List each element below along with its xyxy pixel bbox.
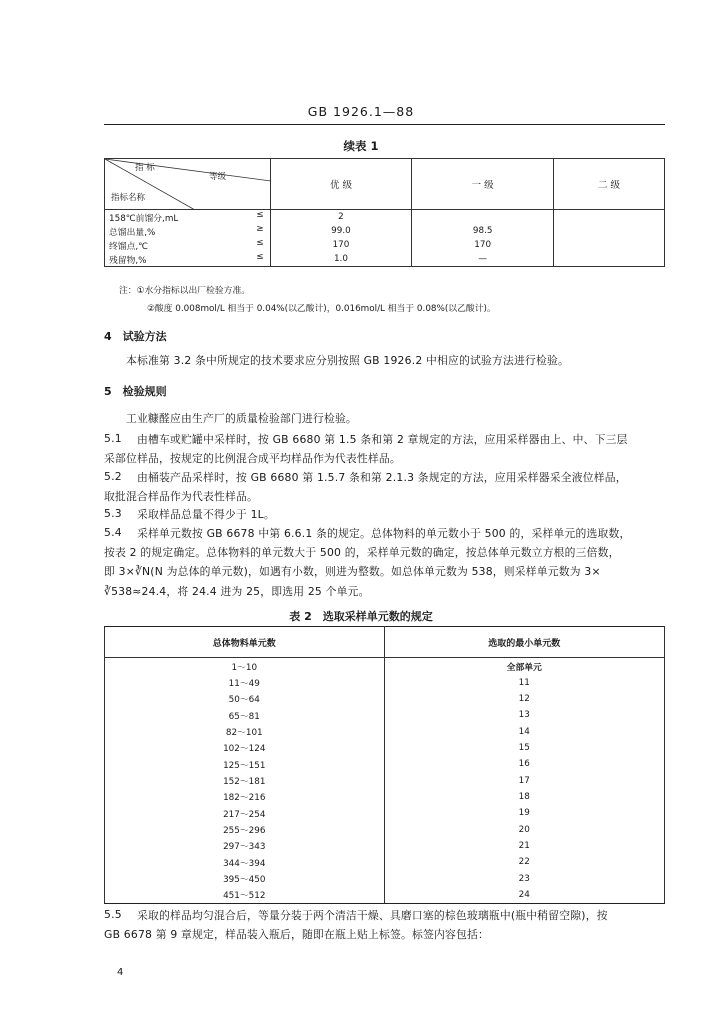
min-cell: 22 (384, 854, 664, 870)
units-cell: 82～101 (105, 723, 385, 739)
grade-header-2: 二 级 (554, 159, 665, 210)
row-name: 158℃前馏分,mL (109, 213, 179, 224)
min-cell: 16 (384, 756, 664, 772)
units-cell: 395～450 (105, 870, 385, 886)
table2-header-units: 总体物料单元数 (105, 627, 385, 658)
row-name: 残留物,% (109, 255, 147, 266)
table-row (105, 838, 665, 854)
clause-number: 5.3 (104, 507, 122, 520)
corner-label-grade: 等级 (209, 172, 227, 182)
units-cell: 50～64 (105, 691, 385, 707)
min-cell: 全部单元 (384, 658, 664, 675)
table-row (105, 658, 665, 675)
clause-number: 5.2 (104, 470, 122, 483)
header-rule (104, 124, 665, 125)
clause-number: 5.1 (104, 432, 122, 445)
table-row (105, 821, 665, 837)
clause-line: 由槽车或贮罐中采样时，按 GB 6680 第 1.5 条和第 2 章规定的方法，应用采样器由上、中、下三层 (137, 433, 628, 446)
section4-paragraph: 本标准第 3.2 条中所规定的技术要求应分别按照 GB 1926.2 中相应的试验方法进行检验。 (126, 354, 569, 367)
units-cell: 255～296 (105, 821, 385, 837)
table1-note-1: 注：①水分指标以出厂检验方准。 (119, 286, 251, 296)
units-cell: 344～394 (105, 854, 385, 870)
row-operator: ≤ (256, 210, 264, 220)
min-cell: 19 (384, 805, 664, 821)
row-value (554, 238, 665, 252)
table2 (104, 626, 665, 904)
row-value: — (412, 252, 554, 267)
table-row (105, 674, 665, 690)
units-cell: 11～49 (105, 674, 385, 690)
min-cell: 20 (384, 821, 664, 837)
table-row (105, 707, 665, 723)
clause-line: 由桶装产品采样时，按 GB 6680 第 1.5.7 条和第 2.1.3 条规定的方法，应用采样器采全液位样品， (137, 471, 627, 484)
clause-line: 采取样品总量不得少于 1L。 (137, 508, 275, 521)
min-cell: 24 (384, 887, 664, 904)
row-value: 170 (270, 238, 412, 252)
units-cell: 451～512 (105, 887, 385, 904)
corner-label-name: 指标名称 (111, 193, 146, 203)
min-cell: 23 (384, 870, 664, 886)
row-operator: ≤ (256, 238, 264, 248)
row-value (554, 224, 665, 238)
clause-line: 采部位样品，按规定的比例混合成平均样品作为代表性样品。 (104, 452, 401, 465)
section5-heading: 5 检验规则 (104, 385, 167, 398)
units-cell: 125～151 (105, 756, 385, 772)
page-number: 4 (117, 967, 124, 978)
corner-label-top: 指 标 (135, 163, 155, 173)
table1-row (105, 252, 665, 267)
section5-intro: 工业糠醛应由生产厂的质量检验部门进行检验。 (126, 412, 357, 425)
table-row (105, 756, 665, 772)
table-row (105, 887, 665, 904)
min-cell: 13 (384, 707, 664, 723)
min-cell: 18 (384, 789, 664, 805)
clause-line: 取批混合样品作为代表性样品。 (104, 490, 258, 503)
min-cell: 14 (384, 723, 664, 739)
clause-line: 即 3×∛N(N 为总体的单元数)，如遇有小数，则进为整数。如总体单元数为 538，则采样单元数为 3× (104, 565, 601, 578)
table-row (105, 723, 665, 739)
units-cell: 217～254 (105, 805, 385, 821)
row-operator: ≥ (256, 224, 264, 234)
standard-number-header: GB 1926.1—88 (307, 104, 415, 119)
table1-row (105, 224, 665, 238)
table2-header-min: 选取的最小单元数 (384, 627, 664, 658)
table-row (105, 740, 665, 756)
table1-corner-cell (105, 159, 271, 210)
clause-line: GB 6678 第 9 章规定，样品装入瓶后，随即在瓶上贴上标签。标签内容包括： (104, 928, 489, 941)
grade-header-1: 一 级 (412, 159, 554, 210)
table-row (105, 789, 665, 805)
units-cell: 102～124 (105, 740, 385, 756)
row-name: 总馏出量,% (109, 227, 156, 238)
table-row (105, 772, 665, 788)
row-value (554, 252, 665, 267)
table-row (105, 854, 665, 870)
clause-number: 5.5 (104, 908, 122, 921)
units-cell: 1～10 (105, 658, 385, 675)
row-value: 170 (412, 238, 554, 252)
grade-header-0: 优 级 (270, 159, 412, 210)
min-cell: 11 (384, 674, 664, 690)
table1-caption: 续表 1 (343, 139, 379, 153)
min-cell: 12 (384, 691, 664, 707)
table-row (105, 691, 665, 707)
min-cell: 17 (384, 772, 664, 788)
table1-row (105, 210, 665, 225)
clause-line: 采样单元数按 GB 6678 中第 6.6.1 条的规定。总体物料的单元数小于 500 的，采样单元的选取数， (137, 527, 631, 540)
row-name: 终馏点,℃ (109, 241, 149, 252)
row-value: 98.5 (412, 224, 554, 238)
row-operator: ≤ (256, 252, 264, 262)
table-row (105, 870, 665, 886)
section4-heading: 4 试验方法 (104, 330, 167, 343)
clause-line: 按表 2 的规定确定。总体物料的单元数大于 500 的，采样单元数的确定，按总体单元数立方根的三倍数， (104, 546, 620, 559)
table1-note-2: ②酸度 0.008mol/L 相当于 0.04%(以乙酸计)，0.016mol/L 相当于 0.08%(以乙酸计)。 (147, 304, 496, 314)
row-value: 99.0 (270, 224, 412, 238)
clause-line: ∛538≈24.4，将 24.4 进为 25，即选用 25 个单元。 (104, 585, 370, 598)
table2-caption: 表 2 选取采样单元数的规定 (289, 610, 433, 623)
table1-row (105, 238, 665, 252)
row-value: 2 (270, 210, 412, 225)
min-cell: 21 (384, 838, 664, 854)
clause-line: 采取的样品均匀混合后，等量分装于两个清洁干燥、具磨口塞的棕色玻璃瓶中(瓶中稍留空隙)，按 (137, 909, 608, 922)
table1 (104, 158, 665, 267)
min-cell: 15 (384, 740, 664, 756)
units-cell: 182～216 (105, 789, 385, 805)
units-cell: 297～343 (105, 838, 385, 854)
row-value (412, 210, 554, 225)
units-cell: 65～81 (105, 707, 385, 723)
units-cell: 152～181 (105, 772, 385, 788)
table-row (105, 805, 665, 821)
row-value: 1.0 (270, 252, 412, 267)
clause-number: 5.4 (104, 526, 122, 539)
row-value (554, 210, 665, 225)
